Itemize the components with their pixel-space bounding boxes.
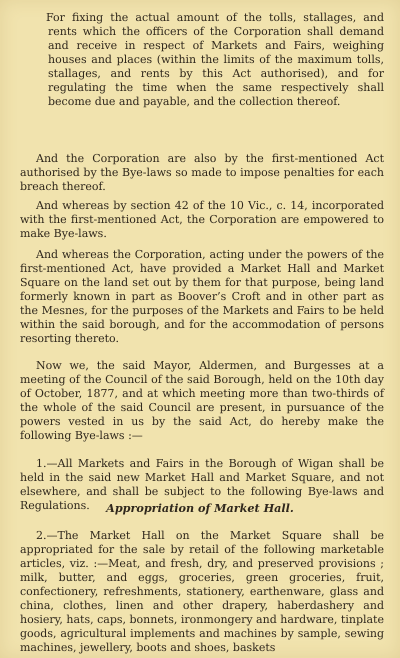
- bye-law-1: 1.—All Markets and Fairs in the Borough of Wigan shall be held in the said new Market Hall and Market Square, and not elsewhere, and shall be subject to the following Bye-laws and Regulations.: [20, 457, 384, 512]
- paragraph-tolls: For fixing the actual amount of the tolls, stallages, and rents which the officers of the Corporation shall demand and receive in respect of Markets and Fairs, weighing houses and places (within the limits of the maximum tolls, stallages, and rents by this Act authorised), and for regulating the time when the same respectively shall become due and payable, and the collection thereof.: [46, 11, 384, 108]
- paragraph-market-hall: And whereas the Corporation, acting under the powers of the first-mentioned Act, have provided a Market Hall and Market Square on the land set out by them for that purpose, being land formerly known in part as Boover’s Croft and in other part as the Mesnes, for the purposes of the Markets and Fairs to be held within the said borough, and for the accommodation of persons resorting thereto.: [20, 248, 384, 345]
- paragraph-council: Now we, the said Mayor, Aldermen, and Burgesses at a meeting of the Council of the said Borough, held on the 10th day of October, 1877, and at which meeting more than two-thirds of the whole of the said Council are present, in pursuance of the powers vested in us by the said Act, do hereby make the following Bye-laws :—: [20, 359, 384, 442]
- paragraph-section-42: And whereas by section 42 of the 10 Vic., c. 14, incorporated with the first-mentioned Act, the Corporation are empowered to make Bye-laws.: [20, 199, 384, 240]
- section-heading: Appropriation of Market Hall.: [106, 501, 294, 516]
- paragraph-penalties: And the Corporation are also by the first-mentioned Act authorised by the Bye-laws so made to impose penalties for each breach thereof.: [20, 152, 384, 193]
- bye-law-2: 2.—The Market Hall on the Market Square shall be appropriated for the sale by retail of the following marketable articles, viz. :—Meat, and fresh, dry, and preserved provisions ; milk, butter, and eggs, groceries, green groceries, fruit, confectionery, refreshments, stationery, earthenware, glass and china, clothes, linen and other drapery, haberdashery and hosiery, hats, caps, bonnets, ironmongery and hardware, tinplate goods, agricultural implements and machines by sample, sewing machines, jewellery, boots and shoes, baskets: [20, 529, 384, 654]
